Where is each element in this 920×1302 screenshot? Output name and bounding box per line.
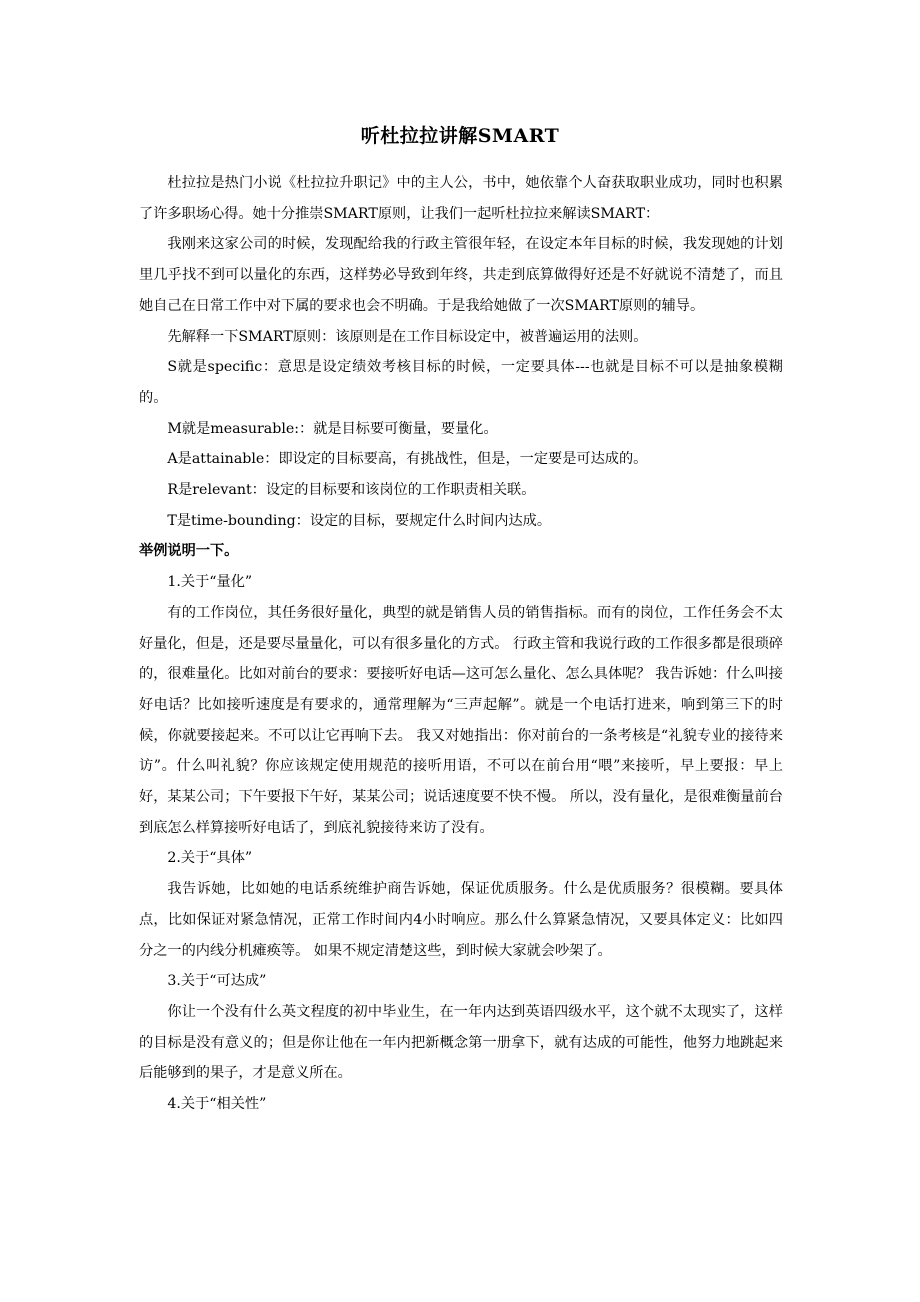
paragraph: 你让一个没有什么英文程度的初中毕业生，在一年内达到英语四级水平，这个就不太现实了，这样的目标是没有意义的；但是你让他在一年内把新概念第一册拿下，就有达成的可能性，他努力地跳起来后能够到的果子，才是意义所在。 xyxy=(139,1003,783,1082)
paragraph: 我告诉她，比如她的电话系统维护商告诉她，保证优质服务。什么是优质服务？很模糊。要具体点，比如保证对紧急情况，正常工作时间内4小时响应。那么什么算紧急情况，又要具体定义：比如四分之一的内线分机瘫痪等。 如果不规定清楚这些，到时候大家就会吵架了。 xyxy=(139,881,783,959)
paragraph: M就是measurable:：就是目标要可衡量，要量化。 xyxy=(167,420,498,437)
paragraph: 杜拉拉是热门小说《杜拉拉升职记》中的主人公，书中，她依靠个人奋获取职业成功，同时也积累了许多职场心得。她十分推崇SMART原则，让我们一起听杜拉拉来解读SMART： xyxy=(139,175,783,222)
paragraph: 3.关于“可达成” xyxy=(167,973,267,990)
paragraph: 我刚来这家公司的时候，发现配给我的行政主管很年轻，在设定本年目标的时候，我发现她的计划里几乎找不到可以量化的东西，这样势必导致到年终，共走到底算做得好还是不好就说不清楚了，而且她自己在日常工作中对下属的要求也会不明确。于是我给她做了一次SMART原则的辅导。 xyxy=(139,236,783,314)
section-heading: 举例说明一下。 xyxy=(139,543,239,560)
paragraph: 先解释一下SMART原则：该原则是在工作目标设定中，被普遍运用的法则。 xyxy=(167,328,648,345)
paragraph: 2.关于“具体” xyxy=(167,850,253,867)
paragraph: 有的工作岗位，其任务很好量化，典型的就是销售人员的销售指标。而有的岗位，工作任务会不太好量化，但是，还是要尽量量化，可以有很多量化的方式。 行政主管和我说行政的工作很多都是很琐碎的，很难量化。比如对前台的要求：要接听好电话—这可怎么量化、怎么具体呢？ 我告诉她：什么叫接好电话？比如接听速度是有要求的，通常理解为“三声起解”。就是一个电话打进来，响到第三下的时候，你就要接起来。不可以让它再响下去。 我又对她指出：你对前台的一条考核是“礼貌专业的接待来访”。什么叫礼貌？你应该规定使用规范的接听用语，不可以在前台用“喂”来接听，早上要报：早上好，某某公司；下午要报下午好，某某公司；说话速度要不快不慢。 所以，没有量化，是很难衡量前台到底怎么样算接听好电话了，到底礼貌接待来访了没有。 xyxy=(139,604,783,836)
paragraph: T是time-bounding：设定的目标，要规定什么时间内达成。 xyxy=(167,512,552,529)
paragraph: A是attainable：即设定的目标要高，有挑战性，但是，一定要是可达成的。 xyxy=(167,451,648,468)
paragraph: 1.关于“量化” xyxy=(167,574,253,591)
document-body xyxy=(139,168,783,1120)
document-title: 听杜拉拉讲解SMART xyxy=(360,125,560,147)
paragraph: S就是specific：意思是设定绩效考核目标的时候，一定要具体---也就是目标不可以是抽象模糊的。 xyxy=(139,359,783,406)
paragraph: 4.关于“相关性” xyxy=(167,1096,267,1113)
paragraph: R是relevant：设定的目标要和该岗位的工作职责相关联。 xyxy=(167,482,536,499)
